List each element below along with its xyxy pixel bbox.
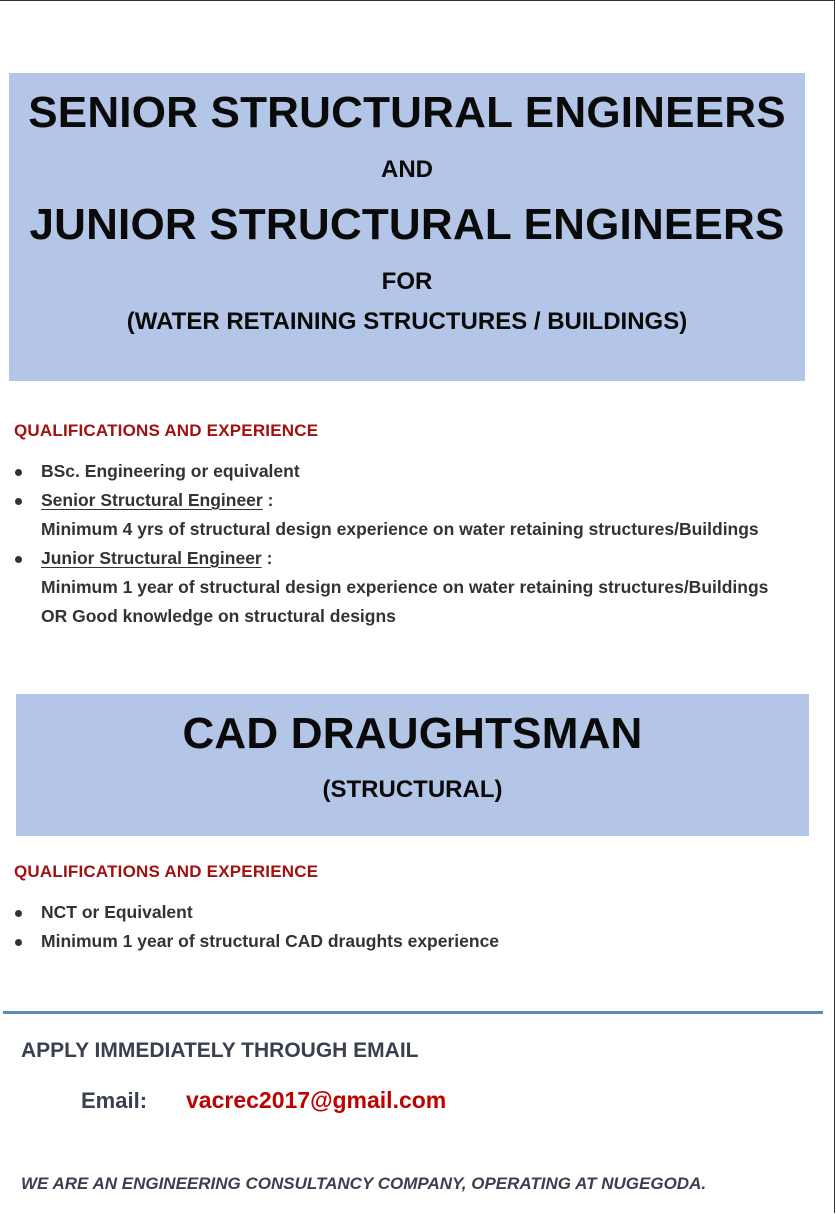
- junior-engineer-label: Junior Structural Engineer: [41, 548, 262, 568]
- list-item: [0, 486, 768, 515]
- draughtsman-banner: [16, 694, 809, 836]
- junior-experience-text: Minimum 1 year of structural design experience on water retaining structures/Buildings: [41, 577, 769, 597]
- colon: :: [261, 548, 273, 568]
- list-item: [0, 544, 768, 573]
- qualifications-heading-engineers: QUALIFICATIONS AND EXPERIENCE: [14, 421, 319, 440]
- email-label: Email:: [81, 1088, 148, 1113]
- bullet-icon: [15, 469, 22, 476]
- engineer-qualifications-list: [0, 457, 768, 631]
- senior-engineer-label: Senior Structural Engineer: [41, 490, 263, 510]
- structures-subtitle: (WATER RETAINING STRUCTURES / BUILDINGS): [126, 308, 688, 335]
- nct-requirement: NCT or Equivalent: [41, 902, 193, 922]
- list-item: [0, 898, 499, 927]
- qualifications-heading-draughtsman: QUALIFICATIONS AND EXPERIENCE: [14, 862, 319, 881]
- senior-experience-text: Minimum 4 yrs of structural design experience on water retaining structures/Buildings: [41, 519, 759, 539]
- structural-subtitle: (STRUCTURAL): [322, 776, 503, 803]
- list-item-continuation: [0, 602, 768, 631]
- and-text: AND: [381, 156, 433, 183]
- list-item: [0, 927, 499, 956]
- list-item: [0, 457, 768, 486]
- bullet-icon: [15, 498, 22, 505]
- apply-instruction: APPLY IMMEDIATELY THROUGH EMAIL: [21, 1039, 419, 1062]
- senior-title: SENIOR STRUCTURAL ENGINEERS: [28, 88, 786, 137]
- bsc-requirement: BSc. Engineering or equivalent: [41, 461, 300, 481]
- junior-title: JUNIOR STRUCTURAL ENGINEERS: [29, 200, 785, 249]
- bullet-icon: [15, 939, 22, 946]
- cad-draughtsman-title: CAD DRAUGHTSMAN: [182, 709, 643, 758]
- for-text: FOR: [381, 268, 433, 295]
- junior-alternative-text: OR Good knowledge on structural designs: [41, 606, 396, 626]
- company-footer: WE ARE AN ENGINEERING CONSULTANCY COMPANY, OPERATING AT NUGEGODA.: [21, 1174, 707, 1193]
- engineers-banner: [9, 73, 805, 381]
- cad-experience-requirement: Minimum 1 year of structural CAD draughts experience: [41, 931, 500, 951]
- list-item-continuation: [0, 573, 768, 602]
- bullet-icon: [15, 910, 22, 917]
- colon: :: [262, 490, 274, 510]
- email-address[interactable]: vacrec2017@gmail.com: [186, 1087, 447, 1113]
- divider-line: [3, 1011, 823, 1014]
- list-item-continuation: [0, 515, 768, 544]
- draughtsman-qualifications-list: [0, 898, 499, 956]
- bullet-icon: [15, 556, 22, 563]
